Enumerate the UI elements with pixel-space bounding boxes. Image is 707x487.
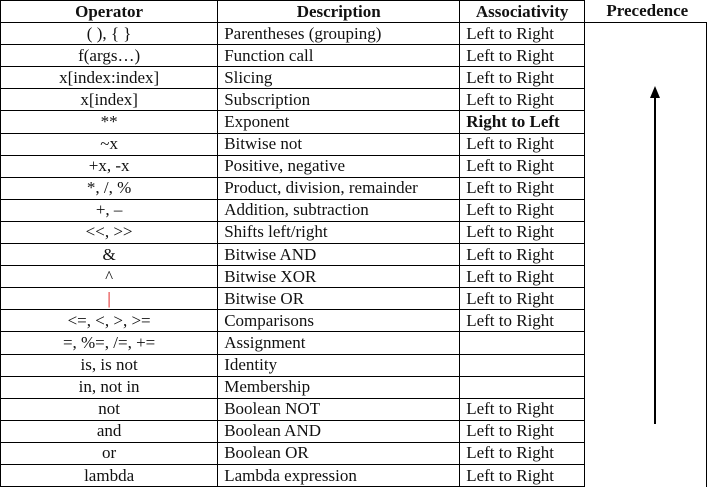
operator-cell: and <box>1 420 218 442</box>
description-cell: Product, division, remainder <box>218 177 460 199</box>
precedence-column <box>585 23 707 487</box>
associativity-cell <box>460 376 585 398</box>
description-cell: Function call <box>218 45 460 67</box>
operator-cell: lambda <box>1 464 218 486</box>
operator-cell: | <box>1 288 218 310</box>
description-cell: Bitwise OR <box>218 288 460 310</box>
description-cell: Identity <box>218 354 460 376</box>
header-associativity: Associativity <box>460 1 585 23</box>
operator-cell: x[index:index] <box>1 67 218 89</box>
description-cell: Boolean OR <box>218 442 460 464</box>
associativity-cell: Left to Right <box>460 420 585 442</box>
header-operator: Operator <box>1 1 218 23</box>
table-row <box>1 23 707 45</box>
operator-cell: <<, >> <box>1 221 218 243</box>
header-precedence: Precedence <box>606 1 689 21</box>
associativity-cell: Left to Right <box>460 442 585 464</box>
operator-cell: ( ), { } <box>1 23 218 45</box>
description-cell: Boolean NOT <box>218 398 460 420</box>
description-cell: Bitwise XOR <box>218 266 460 288</box>
description-cell: Addition, subtraction <box>218 199 460 221</box>
header-row <box>1 1 707 23</box>
associativity-cell: Left to Right <box>460 221 585 243</box>
associativity-cell: Left to Right <box>460 199 585 221</box>
associativity-cell: Left to Right <box>460 45 585 67</box>
operator-cell: not <box>1 398 218 420</box>
description-cell: Bitwise not <box>218 133 460 155</box>
associativity-cell: Left to Right <box>460 464 585 486</box>
description-cell: Shifts left/right <box>218 221 460 243</box>
associativity-cell: Right to Left <box>460 111 585 133</box>
description-cell: Bitwise AND <box>218 244 460 266</box>
associativity-cell <box>460 332 585 354</box>
associativity-cell: Left to Right <box>460 266 585 288</box>
description-cell: Membership <box>218 376 460 398</box>
operator-cell: +x, -x <box>1 155 218 177</box>
header-description: Description <box>218 1 460 23</box>
up-arrow-icon <box>648 86 662 426</box>
operator-cell: =, %=, /=, += <box>1 332 218 354</box>
description-cell: Positive, negative <box>218 155 460 177</box>
associativity-cell: Left to Right <box>460 155 585 177</box>
associativity-cell: Left to Right <box>460 244 585 266</box>
operator-cell: +, – <box>1 199 218 221</box>
associativity-cell: Left to Right <box>460 398 585 420</box>
description-cell: Assignment <box>218 332 460 354</box>
associativity-cell: Left to Right <box>460 177 585 199</box>
associativity-cell: Left to Right <box>460 67 585 89</box>
description-cell: Boolean AND <box>218 420 460 442</box>
operator-cell: *, /, % <box>1 177 218 199</box>
description-cell: Parentheses (grouping) <box>218 23 460 45</box>
associativity-cell: Left to Right <box>460 310 585 332</box>
description-cell: Exponent <box>218 111 460 133</box>
description-cell: Comparisons <box>218 310 460 332</box>
description-cell: Slicing <box>218 67 460 89</box>
operator-cell: ~x <box>1 133 218 155</box>
operator-cell: f(args…) <box>1 45 218 67</box>
associativity-cell <box>460 354 585 376</box>
operator-cell: ** <box>1 111 218 133</box>
associativity-cell: Left to Right <box>460 288 585 310</box>
operator-cell: or <box>1 442 218 464</box>
table-body <box>1 23 707 487</box>
associativity-cell: Left to Right <box>460 23 585 45</box>
operator-cell: x[index] <box>1 89 218 111</box>
operator-cell: & <box>1 244 218 266</box>
associativity-cell: Left to Right <box>460 89 585 111</box>
description-cell: Lambda expression <box>218 464 460 486</box>
associativity-cell: Left to Right <box>460 133 585 155</box>
operator-cell: ^ <box>1 266 218 288</box>
operator-cell: <=, <, >, >= <box>1 310 218 332</box>
description-cell: Subscription <box>218 89 460 111</box>
operator-cell: is, is not <box>1 354 218 376</box>
operator-cell: in, not in <box>1 376 218 398</box>
